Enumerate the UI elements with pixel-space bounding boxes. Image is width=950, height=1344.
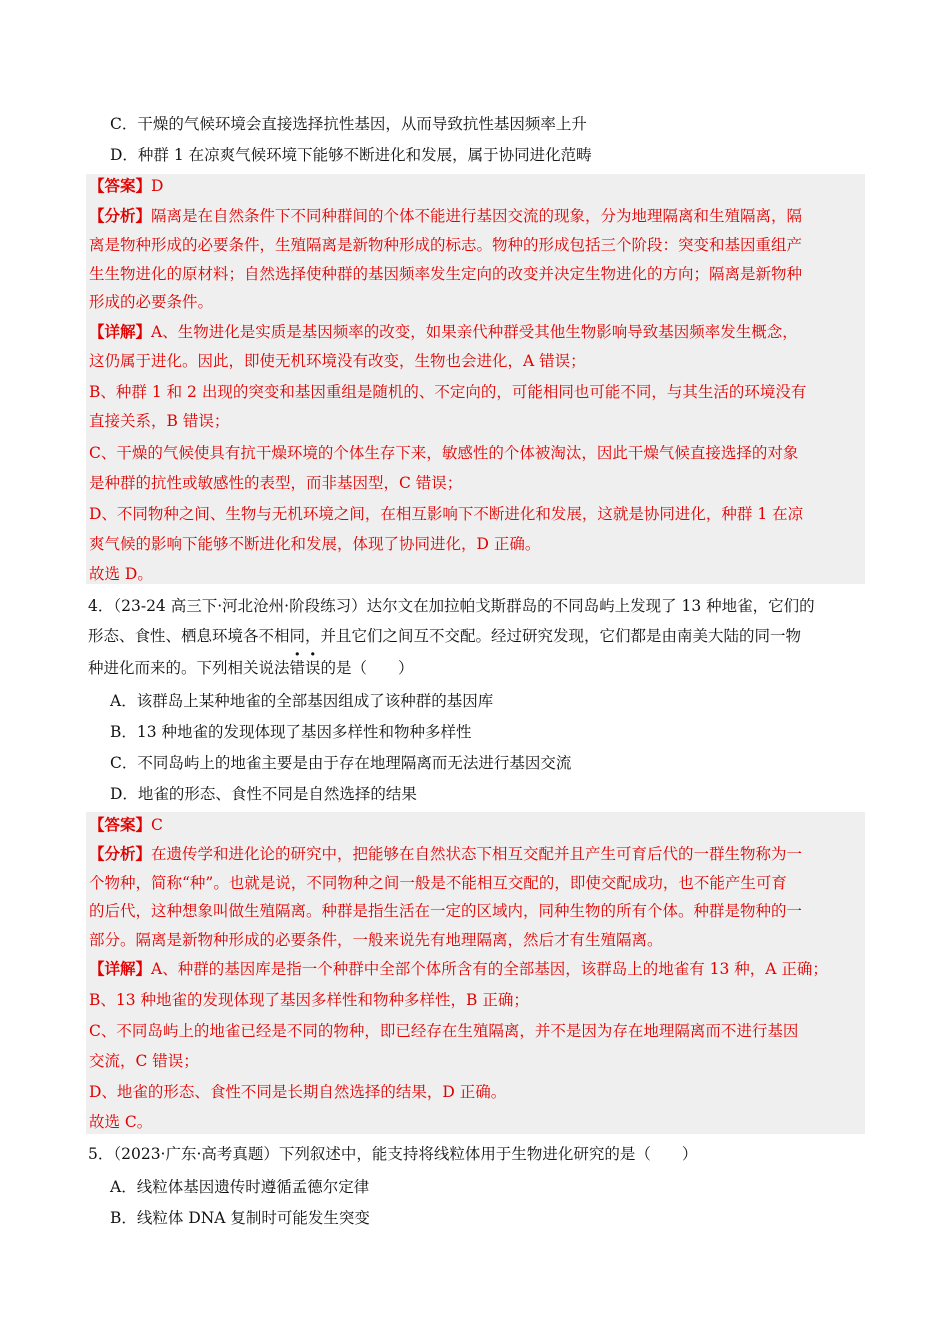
analysis-text: 隔离是在自然条件下不同种群间的个体不能进行基因交流的现象，分为地理隔离和生殖隔离，隔 [151, 207, 803, 225]
detail-text: B、13 种地雀的发现体现了基因多样性和物种多样性，B 正确； [89, 991, 529, 1009]
detail-text: C、干燥的气候使具有抗干燥环境的个体生存下来，敏感性的个体被淘汰，因此干燥气候直接选择的对象 [89, 444, 799, 462]
detail-text: A、生物进化是实质是基因频率的改变，如果亲代种群受其他生物影响导致基因频率发生概念， [151, 323, 798, 341]
detail-text: B、种群 1 和 2 出现的突变和基因重组是随机的、不定向的，可能相同也可能不同，与其生活的环境没有 [89, 383, 807, 401]
analysis-text: 在遗传学和进化论的研究中，把能够在自然状态下相互交配并且产生可育后代的一群生物称为一 [151, 845, 803, 863]
q3-option-c: C．干燥的气候环境会直接选择抗性基因，从而导致抗性基因频率上升 [110, 115, 587, 133]
q4-stem-text: 的是（ ） [320, 659, 414, 677]
analysis-text: 离是物种形成的必要条件，生殖隔离是新物种形成的标志。物种的形成包括三个阶段：突变和基因重组产 [89, 236, 803, 254]
detail-tag: 【详解】 [89, 322, 152, 341]
analysis-text: 生生物进化的原材料；自然选择使种群的基因频率发生定向的改变并决定生物进化的方向；隔离是新物种 [89, 265, 803, 283]
q4-stem-line: 4．（23-24 高三下·河北沧州·阶段练习）达尔文在加拉帕戈斯群岛的不同岛屿上发现了 13 种地雀，它们的 [88, 597, 815, 615]
q4-stem-line: 形态、食性、栖息环境各不相同，并且它们之间互不交配。经过研究发现，它们都是由南美大陆的同一物 [88, 627, 802, 645]
detail-text: D、不同物种之间、生物与无机环境之间，在相互影响下不断进化和发展，这就是协同进化，种群 1 在凉 [89, 505, 804, 523]
analysis-line [89, 843, 802, 865]
emphasis-char: 错 [289, 659, 306, 677]
detail-text: 这仍属于进化。因此，即使无机环境没有改变，生物也会进化，A 错误； [89, 352, 586, 370]
detail-text: 爽气候的影响下能够不断进化和发展，体现了协同进化，D 正确。 [89, 535, 541, 553]
analysis-tag: 【分析】 [89, 206, 152, 225]
q5-option-a: A．线粒体基因遗传时遵循孟德尔定律 [110, 1178, 370, 1196]
conclusion-text: 故选 C。 [89, 1113, 153, 1131]
analysis-text: 的后代，这种想象叫做生殖隔离。种群是指生活在一定的区域内，同种生物的所有个体。种群是物种的一 [89, 902, 803, 920]
q5-stem-line: 5．（2023·广东·高考真题）下列叙述中，能支持将线粒体用于生物进化研究的是（ ） [88, 1145, 698, 1163]
answer-value: D [151, 177, 164, 195]
detail-line [89, 958, 828, 980]
answer-tag: 【答案】 [89, 176, 152, 195]
emphasis-char: 误 [305, 659, 321, 677]
conclusion-text: 故选 D。 [89, 565, 153, 583]
analysis-text: 形成的必要条件。 [89, 293, 214, 311]
detail-text: C、不同岛屿上的地雀已经是不同的物种，即已经存在生殖隔离，并不是因为存在地理隔离而不进行基因 [89, 1022, 799, 1040]
detail-text: D、地雀的形态、食性不同是长期自然选择的结果，D 正确。 [89, 1083, 507, 1101]
q5-option-b: B．线粒体 DNA 复制时可能发生突变 [110, 1209, 370, 1227]
analysis-text: 个物种，简称“种”。也就是说，不同物种之间一般是不能相互交配的，即使交配成功，也不能产生可育 [89, 874, 787, 892]
detail-text: 交流，C 错误； [89, 1052, 199, 1070]
answer-value: C [151, 816, 163, 834]
q4-stem-text: 种进化而来的。下列相关说法 [88, 659, 290, 677]
analysis-tag: 【分析】 [89, 844, 152, 863]
detail-tag: 【详解】 [89, 959, 152, 978]
answer-block-q4 [86, 812, 865, 1134]
detail-text: A、种群的基因库是指一个种群中全部个体所含有的全部基因，该群岛上的地雀有 13 种，A 正确； [151, 960, 828, 978]
q4-option-b: B．13 种地雀的发现体现了基因多样性和物种多样性 [110, 723, 472, 741]
q4-stem-line [88, 657, 414, 679]
detail-text: 是种群的抗性或敏感性的表型，而非基因型，C 错误； [89, 474, 463, 492]
answer-block-q3 [86, 174, 865, 584]
detail-line [89, 321, 798, 343]
answer-line [89, 814, 163, 836]
q3-option-d: D．种群 1 在凉爽气候环境下能够不断进化和发展，属于协同进化范畴 [110, 146, 592, 164]
analysis-text: 部分。隔离是新物种形成的必要条件，一般来说先有地理隔离，然后才有生殖隔离。 [89, 931, 663, 949]
detail-text: 直接关系，B 错误； [89, 412, 230, 430]
answer-tag: 【答案】 [89, 815, 152, 834]
q4-option-c: C．不同岛屿上的地雀主要是由于存在地理隔离而无法进行基因交流 [110, 754, 572, 772]
q4-option-a: A．该群岛上某种地雀的全部基因组成了该种群的基因库 [110, 692, 494, 710]
analysis-line [89, 205, 802, 227]
answer-line [89, 175, 163, 197]
q4-option-d: D．地雀的形态、食性不同是自然选择的结果 [110, 785, 417, 803]
